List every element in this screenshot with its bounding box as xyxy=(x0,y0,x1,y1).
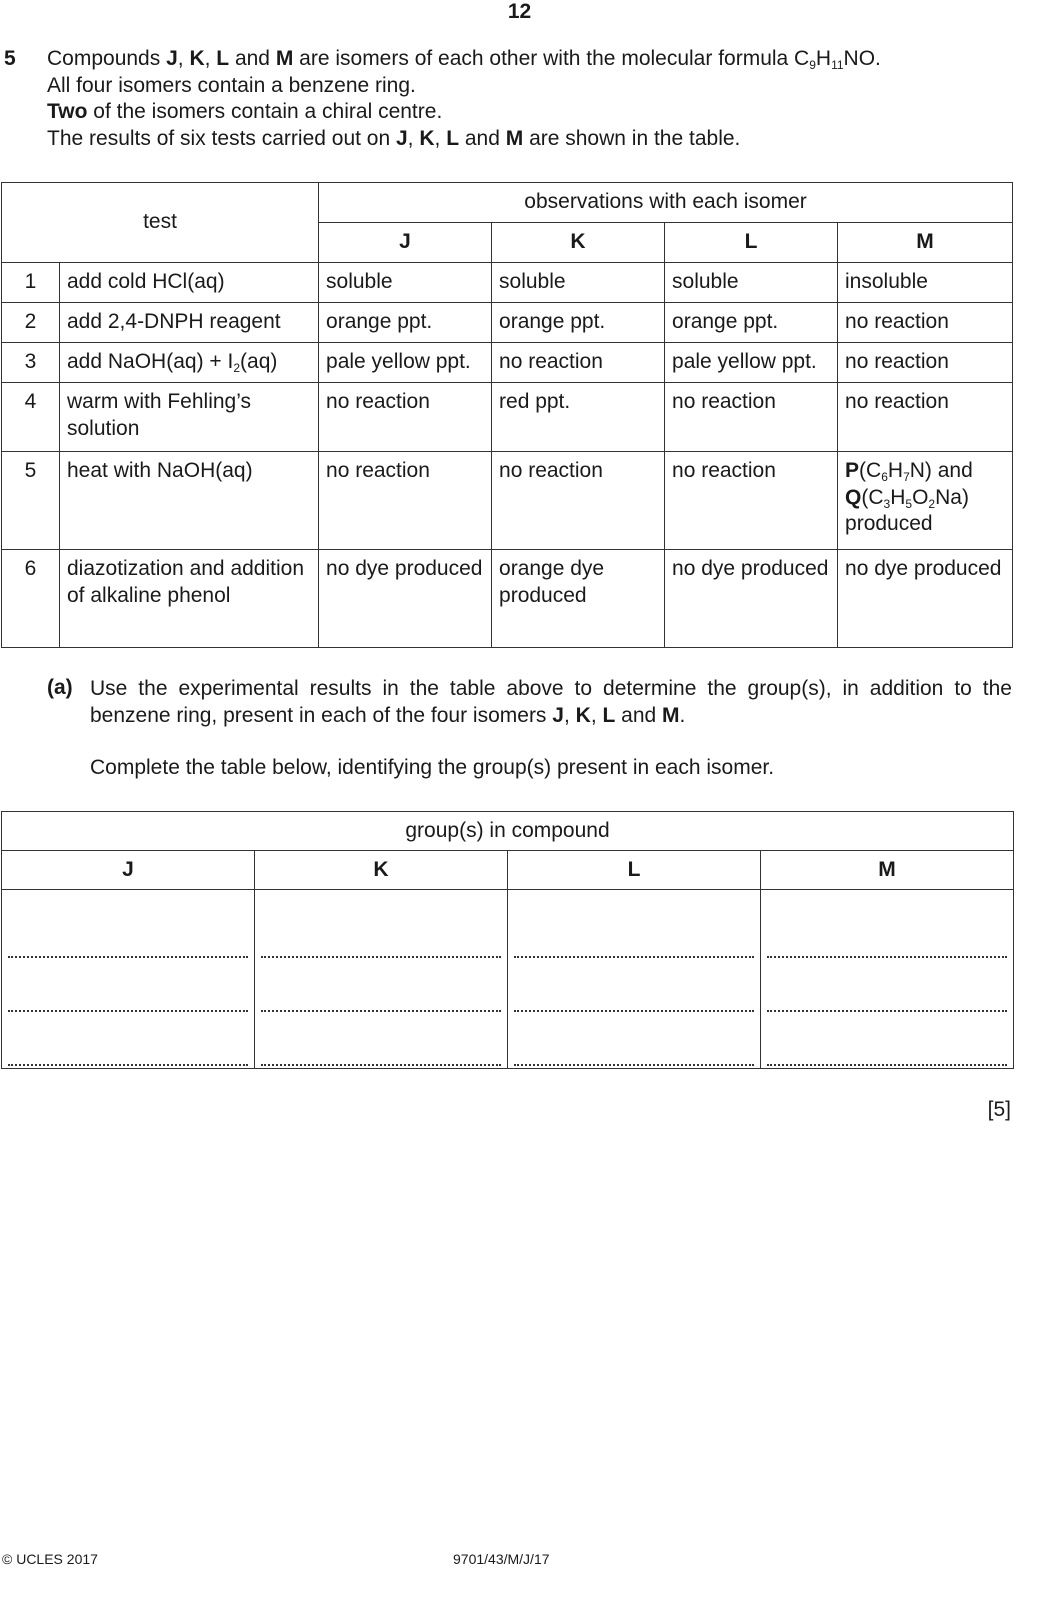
result-m: no dye produced xyxy=(838,550,1013,648)
result-k: no reaction xyxy=(492,343,665,383)
table-row xyxy=(2,303,1013,343)
result-k: orange ppt. xyxy=(492,303,665,343)
result-m: no reaction xyxy=(838,343,1013,383)
result-k: orange dye produced xyxy=(492,550,665,648)
result-k: no reaction xyxy=(492,452,665,550)
groups-col-l: L xyxy=(508,851,761,890)
result-j: orange ppt. xyxy=(319,303,492,343)
result-j: no dye produced xyxy=(319,550,492,648)
question-number: 5 xyxy=(4,47,16,70)
footer-code: 9701/43/M/J/17 xyxy=(453,1551,550,1567)
answer-line[interactable] xyxy=(8,1012,248,1066)
answer-area-j[interactable] xyxy=(2,890,255,1069)
test-number: 2 xyxy=(2,303,60,343)
result-m: no reaction xyxy=(838,303,1013,343)
header-observations: observations with each isomer xyxy=(319,183,1013,223)
table-row xyxy=(2,343,1013,383)
answer-line[interactable] xyxy=(767,890,1007,958)
part-a-text: Use the experimental results in the table above to determine the group(s), in addition to the benzene ring, present in each of the four isomers J, K, L and M. xyxy=(90,677,1012,727)
test-number: 6 xyxy=(2,550,60,648)
answer-line[interactable] xyxy=(514,958,754,1012)
result-l: no reaction xyxy=(665,452,838,550)
test-results-table xyxy=(1,182,1013,648)
header-test: test xyxy=(2,183,319,263)
marks-allocation: [5] xyxy=(987,1098,1011,1121)
table-row xyxy=(2,452,1013,550)
intro-line-4: The results of six tests carried out on J, K, L and M are shown in the table. xyxy=(47,126,741,150)
result-l: orange ppt. xyxy=(665,303,838,343)
result-k: soluble xyxy=(492,263,665,303)
result-j: no reaction xyxy=(319,383,492,452)
part-a-label: (a) xyxy=(47,676,73,699)
header-isomer-k: K xyxy=(492,223,665,263)
part-a-instruction: Complete the table below, identifying the group(s) present in each isomer. xyxy=(90,756,775,779)
intro-line-1: Compounds J, K, L and M are isomers of each other with the molecular formula $C_9H_{11}NO$. xyxy=(47,47,881,72)
test-name: add 2,4-DNPH reagent xyxy=(60,303,319,343)
answer-area-k[interactable] xyxy=(255,890,508,1069)
test-number: 3 xyxy=(2,343,60,383)
answer-area-m[interactable] xyxy=(761,890,1014,1069)
result-m: no reaction xyxy=(838,383,1013,452)
groups-answer-table xyxy=(1,811,1014,1069)
result-l: soluble xyxy=(665,263,838,303)
answer-area-l[interactable] xyxy=(508,890,761,1069)
header-isomer-j: J xyxy=(319,223,492,263)
result-k: red ppt. xyxy=(492,383,665,452)
result-l: pale yellow ppt. xyxy=(665,343,838,383)
test-number: 4 xyxy=(2,383,60,452)
answer-line[interactable] xyxy=(261,1012,501,1066)
table-row xyxy=(2,550,1013,648)
answer-line[interactable] xyxy=(767,958,1007,1012)
test-name: add cold HCl(aq) xyxy=(60,263,319,303)
test-name: diazotization and addition of alkaline phenol xyxy=(60,550,319,648)
result-m: $P(C_6H_7N)$ and $Q(C_3H_5O_2Na)$ produced xyxy=(838,452,1013,550)
result-l: no dye produced xyxy=(665,550,838,648)
groups-table-header: group(s) in compound xyxy=(2,812,1014,851)
answer-line[interactable] xyxy=(514,890,754,958)
test-name: heat with NaOH(aq) xyxy=(60,452,319,550)
question-intro xyxy=(47,46,881,152)
answer-line[interactable] xyxy=(8,958,248,1012)
header-isomer-m: M xyxy=(838,223,1013,263)
test-number: 5 xyxy=(2,452,60,550)
answer-line[interactable] xyxy=(8,890,248,958)
result-j: no reaction xyxy=(319,452,492,550)
table-row xyxy=(2,383,1013,452)
answer-line[interactable] xyxy=(261,958,501,1012)
footer-copyright: © UCLES 2017 xyxy=(2,1551,98,1567)
result-m: insoluble xyxy=(838,263,1013,303)
result-l: no reaction xyxy=(665,383,838,452)
header-isomer-l: L xyxy=(665,223,838,263)
groups-col-m: M xyxy=(761,851,1014,890)
answer-line[interactable] xyxy=(261,890,501,958)
answer-line[interactable] xyxy=(767,1012,1007,1066)
page-number: 12 xyxy=(507,0,532,23)
groups-col-j: J xyxy=(2,851,255,890)
table-row xyxy=(2,263,1013,303)
test-number: 1 xyxy=(2,263,60,303)
test-name: add NaOH(aq) + $I_2(aq)$ xyxy=(60,343,319,383)
answer-line[interactable] xyxy=(514,1012,754,1066)
result-j: pale yellow ppt. xyxy=(319,343,492,383)
groups-col-k: K xyxy=(255,851,508,890)
intro-line-2: All four isomers contain a benzene ring. xyxy=(47,73,416,97)
intro-line-3: Two of the isomers contain a chiral centre. xyxy=(47,100,443,123)
test-name: warm with Fehling’s solution xyxy=(60,383,319,452)
result-j: soluble xyxy=(319,263,492,303)
